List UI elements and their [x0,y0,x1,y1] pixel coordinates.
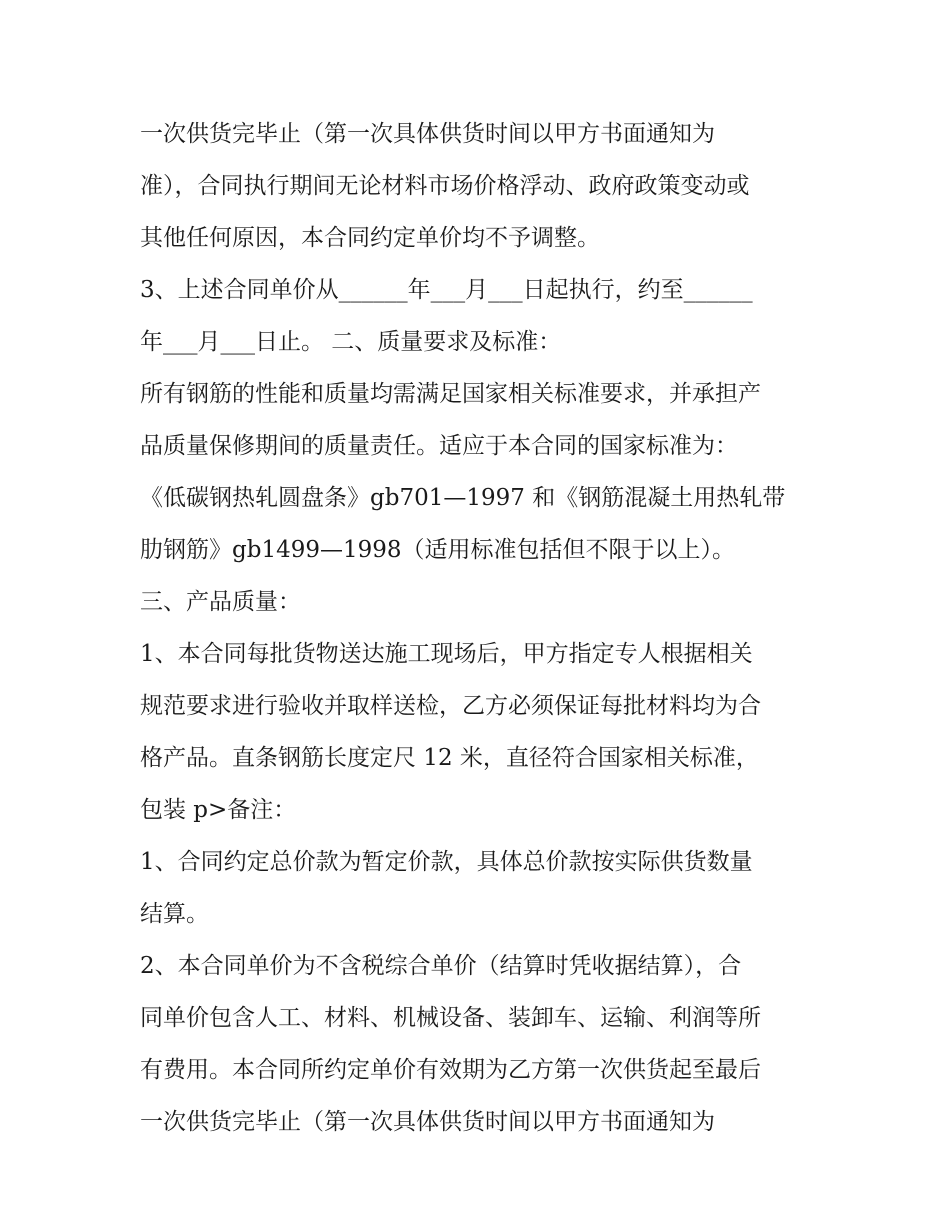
text-line: 其他任何原因，本合同约定单价均不予调整。 [140,225,600,251]
text-line: 1、本合同每批货物送达施工现场后，甲方指定专人根据相关 [140,641,753,667]
text-line: 3、上述合同单价从______年___月___日起执行，约至______ [140,277,753,303]
text-line: 2、本合同单价为不含税综合单价（结算时凭收据结算），合 [140,953,742,979]
text-line: 所有钢筋的性能和质量均需满足国家相关标准要求，并承担产 [140,381,761,407]
text-line: 一次供货完毕止（第一次具体供货时间以甲方书面通知为 [140,1109,715,1135]
text-line: 格产品。直条钢筋长度定尺 12 米，直径符合国家相关标准， [140,745,759,771]
section-heading: 三、产品质量： [140,589,301,615]
text-line: 规范要求进行验收并取样送检，乙方必须保证每批材料均为合 [140,693,761,719]
text-line: 1、合同约定总价款为暂定价款，具体总价款按实际供货数量 [140,849,753,875]
contract-text [140,108,830,1148]
text-line: 肋钢筋》gb1499—1998（适用标准包括但不限于以上）。 [140,537,736,563]
text-line: 包装 p>备注： [140,797,297,823]
text-line: 准），合同执行期间无论材料市场价格浮动、政府政策变动或 [140,173,750,199]
text-line: 同单价包含人工、材料、机械设备、装卸车、运输、利润等所 [140,1005,761,1031]
text-line: 《低碳钢热轧圆盘条》gb701—1997 和《钢筋混凝土用热轧带 [140,485,786,511]
text-line: 一次供货完毕止（第一次具体供货时间以甲方书面通知为 [140,121,715,147]
text-line: 年___月___日止。 二、质量要求及标准： [140,329,562,355]
text-line: 有费用。本合同所约定单价有效期为乙方第一次供货起至最后 [140,1057,761,1083]
text-line: 品质量保修期间的质量责任。适应于本合同的国家标准为： [140,433,738,459]
text-line: 结算。 [140,901,209,927]
